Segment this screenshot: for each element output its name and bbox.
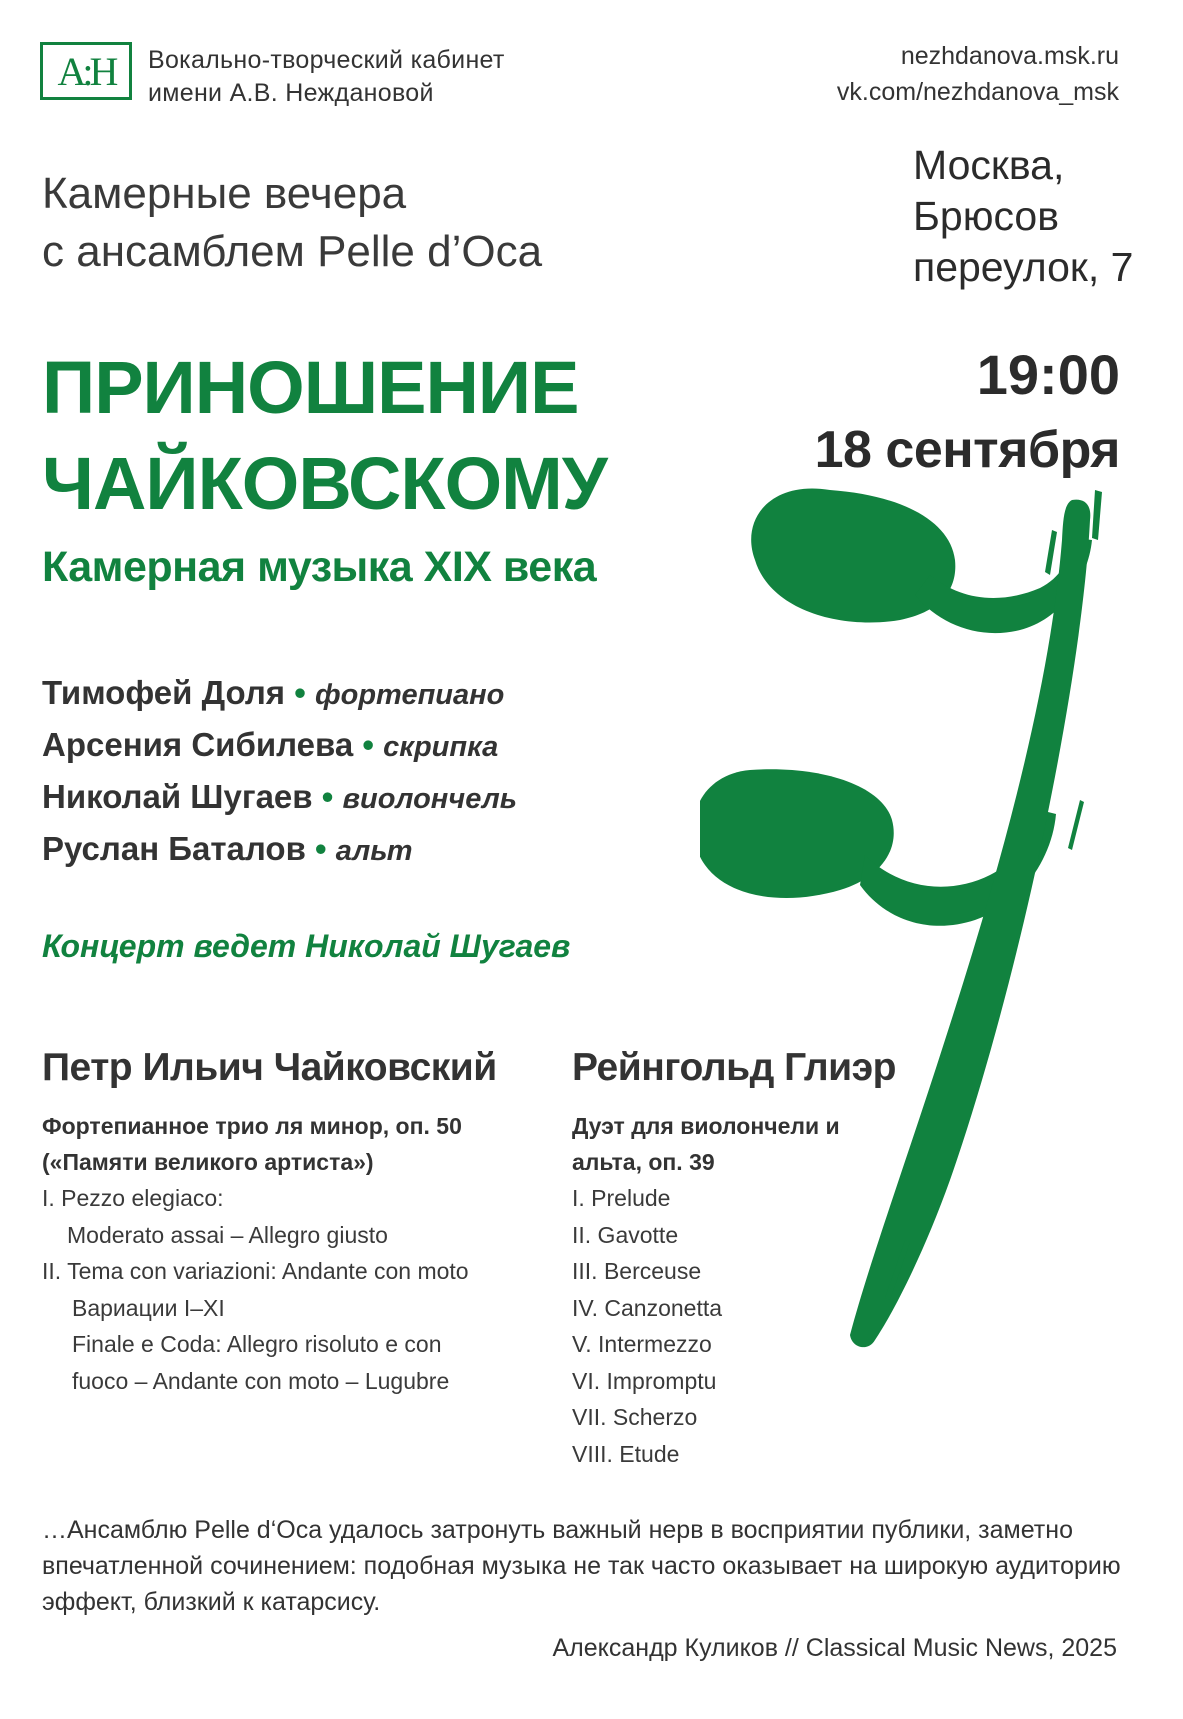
movement: VII. Scherzo xyxy=(572,1404,698,1430)
performer-name: Тимофей Доля xyxy=(42,674,286,711)
performer xyxy=(42,668,517,720)
performer xyxy=(42,720,517,772)
performer xyxy=(42,772,517,824)
performer-role: альт xyxy=(335,835,413,867)
press-quote: …Ансамблю Pelle d‘Oca удалось затронуть важный нерв в восприятии публики, заметно впечатленной сочинением: подобная музыка не так часто оказывает на широкую аудиторию эффект, близкий к катарсису. xyxy=(42,1516,1121,1616)
work-title-line2: («Памяти великого артиста») xyxy=(42,1149,374,1175)
movement: fuoco – Andante con moto – Lugubre xyxy=(72,1367,450,1394)
movement: VIII. Etude xyxy=(572,1440,680,1467)
address-line1: Москва, xyxy=(913,142,1065,188)
movement: II. Tema con variazioni: Andante con moto xyxy=(42,1258,469,1284)
bullet: • xyxy=(315,830,327,867)
header-links xyxy=(837,38,1119,110)
title-line2: ЧАЙКОВСКОМУ xyxy=(42,442,607,525)
movement: V. Intermezzo xyxy=(572,1331,712,1357)
performer xyxy=(42,824,517,876)
vk-link[interactable]: vk.com/nezhdanova_msk xyxy=(836,78,1119,106)
movement: Finale e Coda: Allegro risoluto e con xyxy=(72,1331,442,1357)
org-name-line2: имени А.В. Неждановой xyxy=(148,79,434,107)
event-time: 19:00 xyxy=(976,343,1120,406)
bullet: • xyxy=(321,778,334,815)
event-title xyxy=(42,340,607,532)
movement: VI. Impromptu xyxy=(572,1367,717,1394)
performers-list xyxy=(42,668,517,876)
event-subtitle: Камерная музыка XIX века xyxy=(42,543,597,591)
composer-name: Рейнгольд Глиэр xyxy=(572,1046,896,1089)
work-title-line2: альта, оп. 39 xyxy=(572,1149,715,1175)
performer-role: фортепиано xyxy=(314,679,505,711)
program-gliere xyxy=(572,1046,902,1472)
work-title-line1: Фортепианное трио ля минор, оп. 50 xyxy=(42,1113,462,1139)
work-title-line1: Дуэт для виолончели и xyxy=(572,1113,840,1139)
movement: I. Prelude xyxy=(572,1185,671,1211)
bullet: • xyxy=(294,674,306,711)
work-title xyxy=(42,1108,542,1180)
performer-role: скрипка xyxy=(383,731,499,763)
bullet: • xyxy=(362,726,374,763)
movement: III. Berceuse xyxy=(572,1258,702,1284)
quote-source: Александр Куликов // Classical Music News, 2025 xyxy=(552,1634,1117,1662)
performer-name: Арсения Сибилева xyxy=(42,726,354,763)
program-tchaikovsky xyxy=(42,1046,542,1399)
series-line1: Камерные вечера xyxy=(42,169,407,218)
composer-name: Петр Ильич Чайковский xyxy=(42,1046,497,1089)
website-link[interactable]: nezhdanova.msk.ru xyxy=(900,42,1119,70)
event-date: 18 сентября xyxy=(814,421,1120,479)
org-name-line1: Вокально-творческий кабинет xyxy=(148,46,505,74)
movement: II. Gavotte xyxy=(572,1221,679,1248)
address-line2: Брюсов xyxy=(913,193,1060,239)
performer-name: Руслан Баталов xyxy=(42,830,306,867)
movement: I. Pezzo elegiaco: xyxy=(42,1185,224,1211)
concert-series xyxy=(42,165,542,281)
venue-address xyxy=(913,140,1133,293)
organization-name xyxy=(148,44,505,110)
concert-host: Концерт ведет Николай Шугаев xyxy=(42,928,571,964)
title-line1: ПРИНОШЕНИЕ xyxy=(42,346,579,429)
series-line2: с ансамблем Pelle d’Oca xyxy=(42,227,543,276)
performer-role: виолончель xyxy=(342,783,517,815)
movement: Moderato assai – Allegro giusto xyxy=(67,1221,388,1248)
movement: IV. Canzonetta xyxy=(572,1294,723,1321)
performer-name: Николай Шугаев xyxy=(42,778,313,815)
logo-text: А:Н xyxy=(57,48,115,94)
address-line3: переулок, 7 xyxy=(913,244,1134,290)
logo xyxy=(40,42,132,100)
movement: Вариации I–XI xyxy=(72,1294,225,1321)
work-title xyxy=(572,1108,902,1180)
